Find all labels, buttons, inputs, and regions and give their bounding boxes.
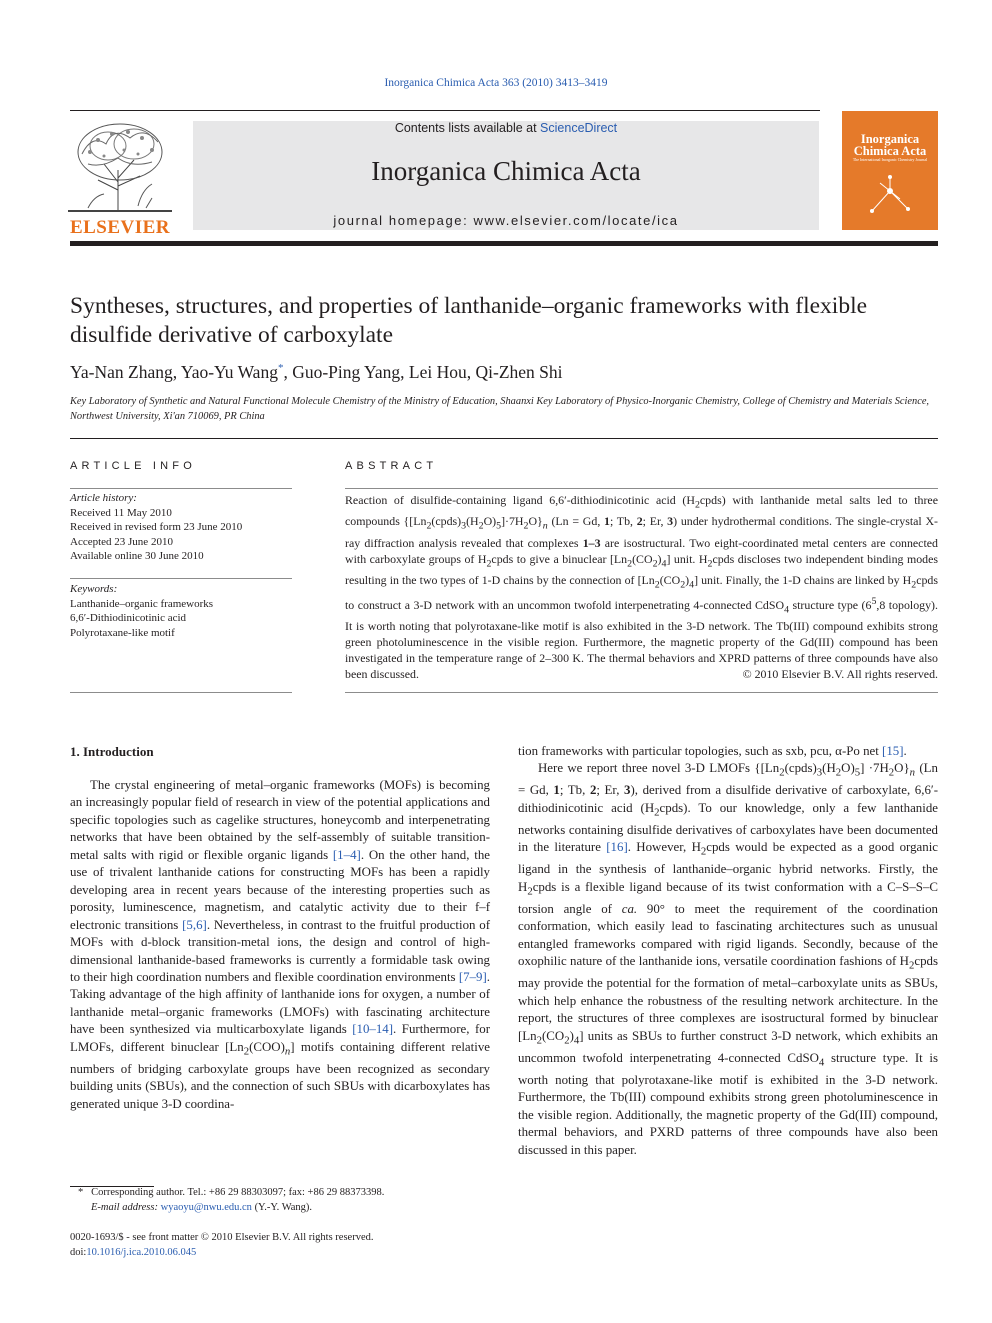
footnote-text: Corresponding author. Tel.: +86 29 88303097; fax: +86 29 88373398.: [91, 1187, 385, 1198]
doi-link[interactable]: 10.1016/j.ica.2010.06.045: [86, 1246, 197, 1258]
footnote-mark: *: [78, 1187, 84, 1198]
history-accepted: Accepted 23 June 2010: [70, 535, 173, 548]
journal-title: Inorganica Chimica Acta: [371, 156, 641, 186]
body-paragraph: The crystal engineering of metal–organic frameworks (MOFs) is becoming an increasingly popular field of research in view of the potential applications and specific topologies such as cagelike structures, honeycomb and interpenetrating networks that have been obtained by the self-assembly of suitable transition-metal salts with rigid or flexible organic ligands [1–4]. On the other hand, the use of trivalent lanthanide cations for constructing MOFs has been a rapidly developing area in recent years because of the interesting properties such as porosity, luminescence, magnetism, and catalytic activity due to their f–f electronic transitions [5,6]. Nevertheless, in contrast to the fruitful production of MOFs with d-block transition-metal ions, the design and control of high-dimensional lanthanide-based frameworks is currently a formidable task owing to their high coordination numbers and flexible coordination environments [7–9]. Taking advantage of the high affinity of lanthanide ions for oxygen, a number of lanthanide metal–organic frameworks (LMOFs) with fascinating architecture have been synthesized via multicarboxylate ligands [10–14]. Furthermore, for LMOFs, different binuclear $[Ln_2(COO)_n]$ motifs containing different relative numbers of bridging carboxylate groups have been recognized as secondary building units (SBUs), and the connection of such SBUs with dicarboxylates has generated unique 3-D coordina-: [70, 778, 491, 1111]
issn-block: [70, 1231, 490, 1260]
author-name[interactable]: Ya-Nan Zhang: [70, 362, 173, 382]
article-info-heading: ARTICLE INFO: [70, 460, 196, 472]
abstract-text: Reaction of disulfide-containing ligand 6,6′-dithiodinicotinic acid $(H_2cpds)$ with lanthanide metal salts led to three compounds $\{[Ln_2(cpds)_3(H_2O)_5]\cdot 7H_2O\}_n$ (Ln = Gd, 1; Tb, 2; Er, 3) under hydrothermal conditions. The single-crystal X-ray diffraction analysis revealed that complexes 1–3 are isostructural. Two eight-coordinated metal centers are connected with carboxylate groups of $H_2cpds$ to give a binuclear $[Ln_2(CO_2)_4]$ unit. $H_2cpds$ discloses two independent binding modes resulting in the two types of 1-D chains by the connection of $[Ln_2(CO_2)_4]$ unit. Finally, the 1-D chains are linked by $H_2cpds$ to construct a 3-D network with an uncommon twofold interpenetrating 4-connected CdSO$_4$ structure type ($6^5,8$ topology). It is worth noting that polyrotaxane-like motif is also exhibited in the 3-D network. The Tb(III) compound exhibits strong green photoluminescence in the visible region. Furthermore, the magnetic property of the Gd(III) compound has been investigated in the temperature range of 2–300 K. The thermal behaviors and XPRD patterns of three compounds have also been discussed.: [345, 493, 939, 681]
journal-citation[interactable]: Inorganica Chimica Acta 363 (2010) 3413–3419: [384, 77, 608, 89]
abstract-copyright: © 2010 Elsevier B.V. All rights reserved.: [742, 667, 938, 681]
corresponding-footnote: [70, 1186, 490, 1215]
corresponding-author-mark[interactable]: *: [277, 362, 284, 375]
body-paragraph: Here we report three novel 3-D LMOFs $\{[Ln_2(cpds)_3(H_2O)_5] \cdot 7H_2O\}_n$ (Ln = Gd, 1; Tb, 2; Er, 3), derived from a disulfide derivative of carboxylate, 6,6′-dithiodinicotinic acid $(H_2cpds)$. To our knowledge, only a few lanthanide networks containing disulfide derivatives of carboxylates have been documented in the literature [16]. However, $H_2cpds$ would be expected as a good organic ligand in the synthesis of lanthanide–organic hybrid networks. Firstly, the $H_2cpds$ is a flexible ligand because of its twist conformation with a C–S–S–C torsion angle of ca. 90° to meet the requirement of the coordination conformation, which easily lead to fascinating architectures such as unusual entangled frameworks compared with rigid ligands. Secondly, because of the oxophilic nature of the lanthanide ions, versatile coordination fashions of $H_2cpds$ may provide the potential for the formation of metal–carboxylate units as SBUs, which help enhance the robustness of the resulting network architecture. In the report, the structures of three complexes are isostructural formed by binuclear $[Ln_2(CO_2)_4]$ units as SBUs to further construct 3-D network, which exhibits an uncommon twofold interpenetrating 4-connected CdSO$_4$ structure type. It is worth noting that polyrotaxane-like motif is exhibited in the 3-D network. Furthermore, the Tb(III) compound exhibits strong green photoluminescence in the visible region. Additionally, the magnetic property of the Gd(III) compound, thermal behaviors, and PXRD patterns of three compounds have also been discussed in this paper.: [518, 761, 939, 1157]
contents-line: [193, 121, 819, 135]
abstract-rule: [345, 488, 938, 489]
article-title: Syntheses, structures, and properties of lanthanide–organic frameworks with flexible disulfide derivative of carboxylate: [70, 293, 868, 348]
author-name[interactable]: Qi-Zhen Shi: [475, 362, 563, 382]
body-paragraph: tion frameworks with particular topologies, such as sxb, pcu, α-Po net [15].: [518, 744, 907, 758]
keywords: [70, 582, 292, 640]
elsevier-wordmark: ELSEVIER: [69, 217, 171, 238]
info-rule: [70, 578, 292, 579]
cover-subtitle: The International Inorganic Chemistry Journal: [852, 157, 928, 162]
email-label: E-mail address:: [91, 1201, 161, 1213]
sciencedirect-link[interactable]: ScienceDirect: [540, 121, 618, 135]
homepage-link[interactable]: www.elsevier.com/locate/ica: [473, 213, 679, 228]
keyword: 6,6′-Dithiodinicotinic acid: [70, 612, 187, 624]
issn-line: 0020-1693/$ - see front matter © 2010 Elsevier B.V. All rights reserved.: [70, 1232, 374, 1243]
citation-link[interactable]: [16]: [606, 840, 628, 855]
abstract-rule: [345, 692, 938, 693]
history-received: Received 11 May 2010: [70, 506, 172, 519]
body-column-left: [70, 743, 490, 1113]
info-rule: [70, 488, 292, 489]
citation-link[interactable]: [7–9]: [458, 969, 487, 984]
body-column-right: [518, 743, 938, 1159]
affiliation-rule: [70, 438, 938, 439]
citation-link[interactable]: [10–14]: [352, 1022, 394, 1037]
cover-molecule-icon: [862, 171, 918, 221]
elsevier-logo: [68, 120, 172, 238]
homepage-prefix: journal homepage:: [333, 213, 474, 228]
author-name[interactable]: Guo-Ping Yang: [292, 362, 401, 382]
history-label: Article history:: [70, 492, 137, 504]
author-name[interactable]: Lei Hou: [408, 362, 467, 382]
citation-link[interactable]: [15]: [882, 744, 904, 758]
author-list: Ya-Nan Zhang, Yao-Yu Wang*, Guo-Ping Yang, Lei Hou, Qi-Zhen Shi: [70, 362, 563, 382]
journal-cover-thumbnail[interactable]: [842, 111, 938, 230]
history-revised: Received in revised form 23 June 2010: [70, 521, 243, 533]
elsevier-tree-icon: [68, 120, 172, 212]
journal-homepage: [193, 213, 819, 228]
keywords-label: Keywords:: [70, 583, 118, 595]
citation-link[interactable]: [1–4]: [332, 847, 361, 862]
citation-link[interactable]: [5,6]: [182, 917, 207, 932]
email-link[interactable]: wyaoyu@nwu.edu.cn: [160, 1201, 252, 1213]
article-history: [70, 491, 292, 564]
section-heading: 1. Introduction: [70, 744, 154, 759]
header-rule: [70, 110, 820, 111]
history-online: Available online 30 June 2010: [70, 550, 204, 562]
keyword: Lanthanide–organic frameworks: [70, 597, 214, 610]
author-name[interactable]: Yao-Yu Wang: [180, 362, 278, 382]
affiliation: Key Laboratory of Synthetic and Natural Functional Molecule Chemistry of the Ministry of Education, Shaanxi Key Laboratory of Physico-Inorganic Chemistry, College of Chemistry and Materials Science, Northwest University, Xi'an 710069, PR China: [70, 396, 930, 422]
contents-prefix: Contents lists available at: [394, 121, 541, 135]
info-rule: [70, 692, 292, 693]
cover-title: Inorganica Chimica Acta: [853, 132, 927, 158]
abstract-heading: ABSTRACT: [345, 460, 438, 472]
doi-prefix: doi:: [70, 1246, 87, 1258]
keyword: Polyrotaxane-like motif: [70, 626, 175, 639]
header-thick-rule: [70, 241, 938, 246]
email-suffix: (Y.-Y. Wang).: [251, 1201, 313, 1213]
